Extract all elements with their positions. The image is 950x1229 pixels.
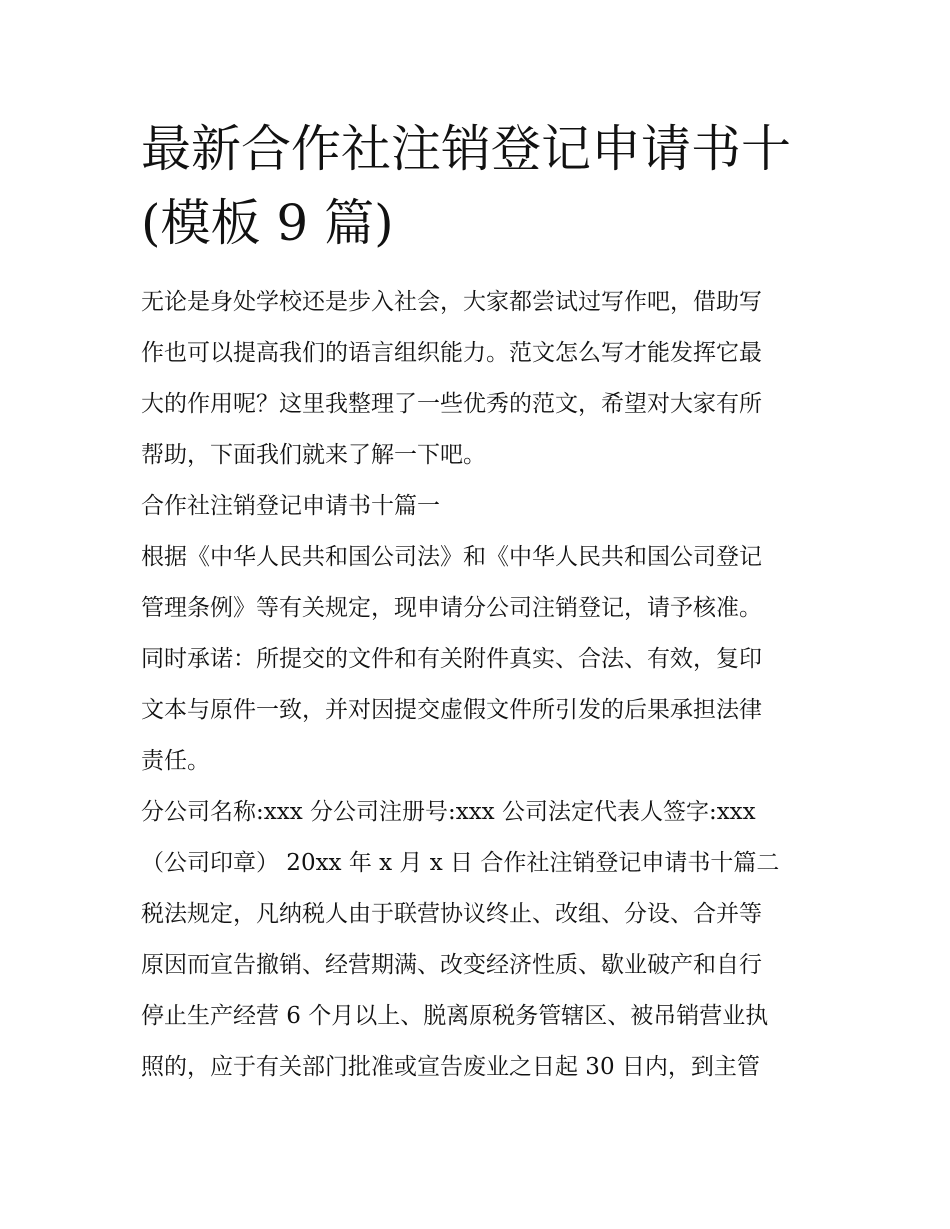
body-line: 根据《中华人民共和国公司法》和《中华人民共和国公司登记 [141, 544, 762, 570]
body-line: 原因而宣告撤销、经营期满、改变经济性质、歇业破产和自行 [141, 952, 762, 978]
seal-date-line: （公司印章） 20xx 年 x 月 x 日 合作社注销登记申请书十篇二 [141, 850, 780, 876]
body-line: 大的作用呢？这里我整理了一些优秀的范文，希望对大家有所 [141, 391, 762, 417]
body-line: 文本与原件一致，并对因提交虚假文件所引发的后果承担法律 [141, 697, 762, 723]
body-line: 同时承诺：所提交的文件和有关附件真实、合法、有效，复印 [141, 646, 762, 672]
body-line: 管理条例》等有关规定，现申请分公司注销登记，请予核准。 [141, 595, 762, 621]
document-body [141, 277, 821, 1093]
body-line: 照的，应于有关部门批准或宣告废业之日起 30 日内，到主管 [141, 1054, 760, 1080]
body-line: 作也可以提高我们的语言组织能力。范文怎么写才能发挥它最 [141, 340, 762, 366]
document-title [141, 112, 821, 260]
title-line-1: 最新合作社注销登记申请书十 [141, 120, 791, 178]
body-line: 帮助，下面我们就来了解一下吧。 [141, 442, 486, 468]
body-line: 停止生产经营 6 个月以上、脱离原税务管辖区、被吊销营业执 [141, 1003, 769, 1029]
body-line: 无论是身处学校还是步入社会，大家都尝试过写作吧，借助写 [141, 289, 762, 315]
body-line: 税法规定，凡纳税人由于联营协议终止、改组、分设、合并等 [141, 901, 762, 927]
signature-line: 分公司名称:xxx 分公司注册号:xxx 公司法定代表人签字:xxx [141, 799, 756, 825]
body-line: 责任。 [141, 748, 210, 774]
title-line-2: (模板 9 篇) [141, 194, 394, 252]
section-heading-1: 合作社注销登记申请书十篇一 [141, 493, 440, 519]
